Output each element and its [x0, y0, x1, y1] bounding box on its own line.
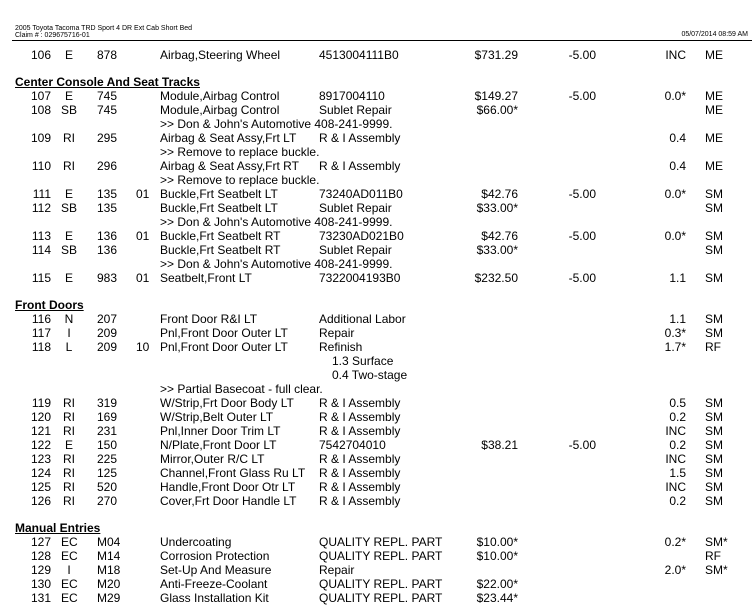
- estimate-line-row: [0, 103, 752, 117]
- cell-desc: Glass Installation Kit: [160, 591, 269, 605]
- estimate-line-row: [0, 466, 752, 480]
- cell-line: 116: [31, 312, 51, 326]
- cell-guide: 225: [97, 452, 118, 466]
- estimate-line-row: [0, 131, 752, 145]
- cell-labor: 0.4: [669, 131, 686, 145]
- cell-guide: 150: [97, 438, 118, 452]
- cell-guide: M04: [97, 535, 121, 549]
- cell-labor: 0.0*: [664, 229, 686, 243]
- estimate-line-row: [0, 452, 752, 466]
- cell-labor: 0.0*: [664, 187, 686, 201]
- cell-price: $22.00*: [476, 577, 518, 591]
- cell-part: R & I Assembly: [319, 159, 401, 173]
- cell-desc: Buckle,Frt Seatbelt RT: [160, 229, 281, 243]
- cell-part: QUALITY REPL. PART: [319, 577, 443, 591]
- cell-mc: 01: [136, 187, 150, 201]
- line-note: >> Don & John's Automotive 408-241-9999.: [160, 257, 393, 271]
- cell-guide: 135: [97, 187, 118, 201]
- cell-price: $731.29: [474, 48, 518, 62]
- cell-guide: 136: [97, 243, 118, 257]
- cell-mc: 10: [136, 340, 150, 354]
- cell-price: $42.76: [481, 187, 518, 201]
- cell-line: 108: [30, 103, 51, 117]
- cell-desc: Pnl,Front Door Outer LT: [160, 340, 288, 354]
- cell-labor: INC: [665, 480, 686, 494]
- cell-op: E: [64, 271, 73, 285]
- cell-desc: Buckle,Frt Seatbelt LT: [160, 201, 278, 215]
- cell-guide: 296: [97, 159, 118, 173]
- cell-desc: Buckle,Frt Seatbelt LT: [160, 187, 278, 201]
- cell-cat: RF: [705, 549, 721, 563]
- estimate-line-row: [0, 480, 752, 494]
- line-note: >> Remove to replace buckle.: [160, 173, 320, 187]
- cell-guide: 209: [97, 340, 118, 354]
- cell-part: QUALITY REPL. PART: [319, 549, 443, 563]
- cell-op: I: [67, 563, 71, 577]
- cell-guide: 136: [97, 229, 118, 243]
- cell-line: 129: [30, 563, 51, 577]
- cell-cat: SM: [705, 452, 723, 466]
- cell-line: 131: [30, 591, 51, 605]
- section-heading: Front Doors: [15, 298, 84, 312]
- cell-op: EC: [61, 549, 78, 563]
- cell-cat: SM: [705, 243, 723, 257]
- cell-op: EC: [61, 577, 78, 591]
- cell-part: R & I Assembly: [319, 410, 401, 424]
- cell-mc: 01: [136, 229, 150, 243]
- cell-labor: INC: [665, 452, 686, 466]
- cell-guide: M18: [97, 563, 121, 577]
- cell-price: $66.00*: [476, 103, 518, 117]
- cell-line: 118: [31, 340, 51, 354]
- cell-op: RI: [63, 396, 75, 410]
- cell-desc: Undercoating: [160, 535, 232, 549]
- cell-line: 112: [31, 201, 51, 215]
- cell-part: 4513004111B0: [319, 48, 399, 62]
- cell-cat: SM: [705, 187, 723, 201]
- cell-labor: INC: [665, 48, 686, 62]
- cell-part: 8917004110: [319, 89, 385, 103]
- cell-desc: W/Strip,Frt Door Body LT: [160, 396, 294, 410]
- cell-desc: Module,Airbag Control: [160, 103, 280, 117]
- cell-mc: 01: [136, 271, 150, 285]
- cell-labor: INC: [665, 424, 686, 438]
- refinish-detail: 0.4 Two-stage: [332, 368, 408, 382]
- cell-cat: SM: [705, 494, 723, 508]
- cell-cat: SM*: [705, 563, 728, 577]
- cell-guide: 878: [97, 48, 118, 62]
- line-note: >> Don & John's Automotive 408-241-9999.: [160, 215, 393, 229]
- estimate-line-row: [0, 494, 752, 508]
- cell-guide: 169: [97, 410, 118, 424]
- estimate-line-note: [0, 173, 752, 187]
- cell-line: 122: [30, 438, 51, 452]
- cell-guide: 745: [97, 103, 118, 117]
- cell-cat: SM: [705, 201, 723, 215]
- cell-cat: ME: [705, 48, 723, 62]
- cell-part: Sublet Repair: [319, 103, 392, 117]
- cell-op: RI: [63, 480, 75, 494]
- cell-labor: 0.5: [669, 396, 686, 410]
- cell-part: R & I Assembly: [319, 466, 401, 480]
- cell-part: Sublet Repair: [319, 201, 392, 215]
- estimate-line-row: [0, 340, 752, 354]
- estimate-line-row: [0, 187, 752, 201]
- cell-op: E: [64, 438, 73, 452]
- estimate-line-note: [0, 382, 752, 396]
- cell-op: L: [65, 340, 73, 354]
- cell-line: 113: [31, 229, 51, 243]
- cell-line: 106: [30, 48, 51, 62]
- cell-desc: Pnl,Inner Door Trim LT: [160, 424, 281, 438]
- cell-part: QUALITY REPL. PART: [319, 591, 443, 605]
- estimate-line-row: [0, 535, 752, 549]
- cell-desc: Module,Airbag Control: [160, 89, 280, 103]
- cell-guide: M29: [97, 591, 121, 605]
- cell-op: RI: [63, 466, 75, 480]
- cell-cat: SM: [705, 424, 723, 438]
- cell-line: 120: [30, 410, 51, 424]
- cell-op: SB: [61, 243, 78, 257]
- cell-line: 127: [30, 535, 51, 549]
- line-note: >> Partial Basecoat - full clear.: [160, 382, 323, 396]
- cell-guide: 135: [97, 201, 118, 215]
- cell-line: 125: [30, 480, 51, 494]
- estimate-line-note: [0, 117, 752, 131]
- cell-part: Repair: [319, 563, 355, 577]
- estimate-line-row: [0, 396, 752, 410]
- cell-cat: SM: [705, 410, 723, 424]
- cell-part: Sublet Repair: [319, 243, 392, 257]
- cell-line: 115: [31, 271, 51, 285]
- cell-op: RI: [63, 131, 75, 145]
- cell-part: Refinish: [319, 340, 363, 354]
- cell-part: 73240AD011B0: [319, 187, 403, 201]
- cell-adj: -5.00: [568, 48, 596, 62]
- cell-adj: -5.00: [568, 229, 596, 243]
- cell-desc: W/Strip,Belt Outer LT: [160, 410, 274, 424]
- cell-price: $42.76: [481, 229, 518, 243]
- cell-cat: SM: [705, 326, 723, 340]
- estimate-line-row: [0, 591, 752, 605]
- cell-adj: -5.00: [568, 271, 596, 285]
- line-note: >> Remove to replace buckle.: [160, 145, 320, 159]
- cell-guide: 207: [97, 312, 118, 326]
- estimate-line-row: [0, 229, 752, 243]
- estimate-line-section: [0, 521, 752, 535]
- cell-op: EC: [61, 591, 78, 605]
- estimate-line-note: [0, 257, 752, 271]
- cell-labor: 1.5: [669, 466, 686, 480]
- cell-line: 121: [30, 424, 51, 438]
- estimate-line-row: [0, 89, 752, 103]
- cell-labor: 2.0*: [664, 563, 686, 577]
- cell-line: 110: [31, 159, 51, 173]
- cell-adj: -5.00: [568, 89, 596, 103]
- estimate-line-row: [0, 159, 752, 173]
- cell-cat: SM: [705, 396, 723, 410]
- cell-line: 124: [30, 466, 51, 480]
- cell-part: R & I Assembly: [319, 452, 401, 466]
- cell-desc: Handle,Front Door Otr LT: [160, 480, 296, 494]
- cell-op: RI: [63, 494, 75, 508]
- cell-desc: Set-Up And Measure: [160, 563, 272, 577]
- cell-part: R & I Assembly: [319, 396, 401, 410]
- cell-part: Additional Labor: [319, 312, 406, 326]
- cell-labor: 1.1: [669, 271, 686, 285]
- cell-cat: RF: [705, 340, 721, 354]
- cell-labor: 0.0*: [664, 89, 686, 103]
- cell-op: N: [64, 312, 74, 326]
- estimate-line-row: [0, 577, 752, 591]
- cell-labor: 1.7*: [664, 340, 686, 354]
- cell-op: SB: [61, 103, 78, 117]
- cell-cat: ME: [705, 159, 723, 173]
- estimate-line-row: [0, 201, 752, 215]
- estimate-line-row: [0, 271, 752, 285]
- cell-part: R & I Assembly: [319, 424, 401, 438]
- cell-desc: Corrosion Protection: [160, 549, 270, 563]
- estimate-line-row: [0, 243, 752, 257]
- estimate-line-sub: [0, 354, 752, 368]
- cell-desc: Mirror,Outer R/C LT: [160, 452, 265, 466]
- estimate-line-row: [0, 326, 752, 340]
- cell-cat: SM: [705, 438, 723, 452]
- cell-adj: -5.00: [568, 187, 596, 201]
- cell-cat: SM: [705, 229, 723, 243]
- cell-part: R & I Assembly: [319, 131, 401, 145]
- cell-cat: ME: [705, 131, 723, 145]
- cell-adj: -5.00: [568, 438, 596, 452]
- cell-desc: Channel,Front Glass Ru LT: [160, 466, 306, 480]
- estimate-line-section: [0, 75, 752, 89]
- cell-op: RI: [63, 424, 75, 438]
- cell-line: 119: [31, 396, 51, 410]
- cell-desc: Airbag,Steering Wheel: [160, 48, 281, 62]
- cell-labor: 0.2: [669, 438, 686, 452]
- cell-guide: 295: [97, 131, 118, 145]
- cell-guide: M14: [97, 549, 121, 563]
- cell-op: E: [64, 89, 73, 103]
- estimate-line-row: [0, 410, 752, 424]
- cell-guide: 270: [97, 494, 118, 508]
- cell-cat: ME: [705, 89, 723, 103]
- cell-part: R & I Assembly: [319, 480, 401, 494]
- cell-guide: 520: [97, 480, 118, 494]
- cell-op: RI: [63, 410, 75, 424]
- cell-price: $232.50: [474, 271, 518, 285]
- cell-op: SB: [61, 201, 78, 215]
- cell-desc: N/Plate,Front Door LT: [160, 438, 277, 452]
- cell-labor: 0.2: [669, 410, 686, 424]
- section-heading: Center Console And Seat Tracks: [15, 75, 200, 89]
- refinish-detail: 1.3 Surface: [332, 354, 394, 368]
- estimate-line-row: [0, 312, 752, 326]
- cell-op: E: [64, 229, 73, 243]
- cell-price: $38.21: [481, 438, 518, 452]
- cell-price: $10.00*: [476, 535, 518, 549]
- cell-line: 117: [31, 326, 51, 340]
- cell-labor: 0.3*: [664, 326, 686, 340]
- cell-guide: 745: [97, 89, 118, 103]
- estimate-line-note: [0, 145, 752, 159]
- estimate-line-row: [0, 563, 752, 577]
- cell-cat: SM: [705, 466, 723, 480]
- estimate-line-row: [0, 424, 752, 438]
- cell-line: 126: [30, 494, 51, 508]
- cell-line: 111: [32, 187, 51, 201]
- line-note: >> Don & John's Automotive 408-241-9999.: [160, 117, 393, 131]
- cell-cat: SM: [705, 312, 723, 326]
- cell-price: $33.00*: [476, 201, 518, 215]
- estimate-line-row: [0, 48, 752, 62]
- cell-op: EC: [61, 535, 78, 549]
- cell-labor: 0.2*: [664, 535, 686, 549]
- cell-guide: 209: [97, 326, 118, 340]
- cell-part: R & I Assembly: [319, 494, 401, 508]
- cell-line: 128: [30, 549, 51, 563]
- cell-labor: 1.1: [669, 312, 686, 326]
- cell-part: Repair: [319, 326, 355, 340]
- cell-labor: 0.2: [669, 494, 686, 508]
- cell-price: $33.00*: [476, 243, 518, 257]
- claim-number: Claim # : 029675716-01: [15, 32, 90, 39]
- cell-guide: 231: [97, 424, 118, 438]
- cell-op: E: [64, 187, 73, 201]
- estimate-line-row: [0, 438, 752, 452]
- cell-part: 7322004193B0: [319, 271, 401, 285]
- cell-desc: Front Door R&I LT: [160, 312, 258, 326]
- estimate-line-note: [0, 215, 752, 229]
- cell-desc: Airbag & Seat Assy,Frt LT: [160, 131, 297, 145]
- cell-desc: Airbag & Seat Assy,Frt RT: [160, 159, 299, 173]
- cell-guide: 125: [97, 466, 118, 480]
- cell-op: RI: [63, 452, 75, 466]
- cell-guide: M20: [97, 577, 121, 591]
- cell-labor: 0.4: [669, 159, 686, 173]
- cell-line: 123: [30, 452, 51, 466]
- cell-desc: Buckle,Frt Seatbelt RT: [160, 243, 281, 257]
- cell-desc: Cover,Frt Door Handle LT: [160, 494, 297, 508]
- cell-part: 7542704010: [319, 438, 386, 452]
- report-datetime: 05/07/2014 08:59 AM: [681, 31, 748, 38]
- estimate-line-row: [0, 549, 752, 563]
- section-heading: Manual Entries: [15, 521, 101, 535]
- cell-op: I: [67, 326, 71, 340]
- cell-desc: Seatbelt,Front LT: [160, 271, 252, 285]
- cell-price: $10.00*: [476, 549, 518, 563]
- estimate-line-section: [0, 298, 752, 312]
- cell-desc: Pnl,Front Door Outer LT: [160, 326, 288, 340]
- cell-line: 114: [31, 243, 51, 257]
- cell-part: 73230AD021B0: [319, 229, 404, 243]
- cell-cat: SM: [705, 480, 723, 494]
- cell-op: E: [64, 48, 73, 62]
- cell-line: 107: [30, 89, 51, 103]
- cell-part: QUALITY REPL. PART: [319, 535, 443, 549]
- estimate-line-sub: [0, 368, 752, 382]
- cell-op: RI: [63, 159, 75, 173]
- vehicle-title: 2005 Toyota Tacoma TRD Sport 4 DR Ext Cab Short Bed: [15, 25, 193, 32]
- cell-guide: 319: [97, 396, 118, 410]
- cell-price: $149.27: [474, 89, 518, 103]
- cell-line: 109: [30, 131, 51, 145]
- cell-guide: 983: [97, 271, 118, 285]
- cell-line: 130: [30, 577, 51, 591]
- cell-cat: ME: [705, 103, 723, 117]
- cell-price: $23.44*: [476, 591, 518, 605]
- cell-cat: SM*: [705, 535, 728, 549]
- cell-desc: Anti-Freeze-Coolant: [160, 577, 268, 591]
- cell-cat: SM: [705, 271, 723, 285]
